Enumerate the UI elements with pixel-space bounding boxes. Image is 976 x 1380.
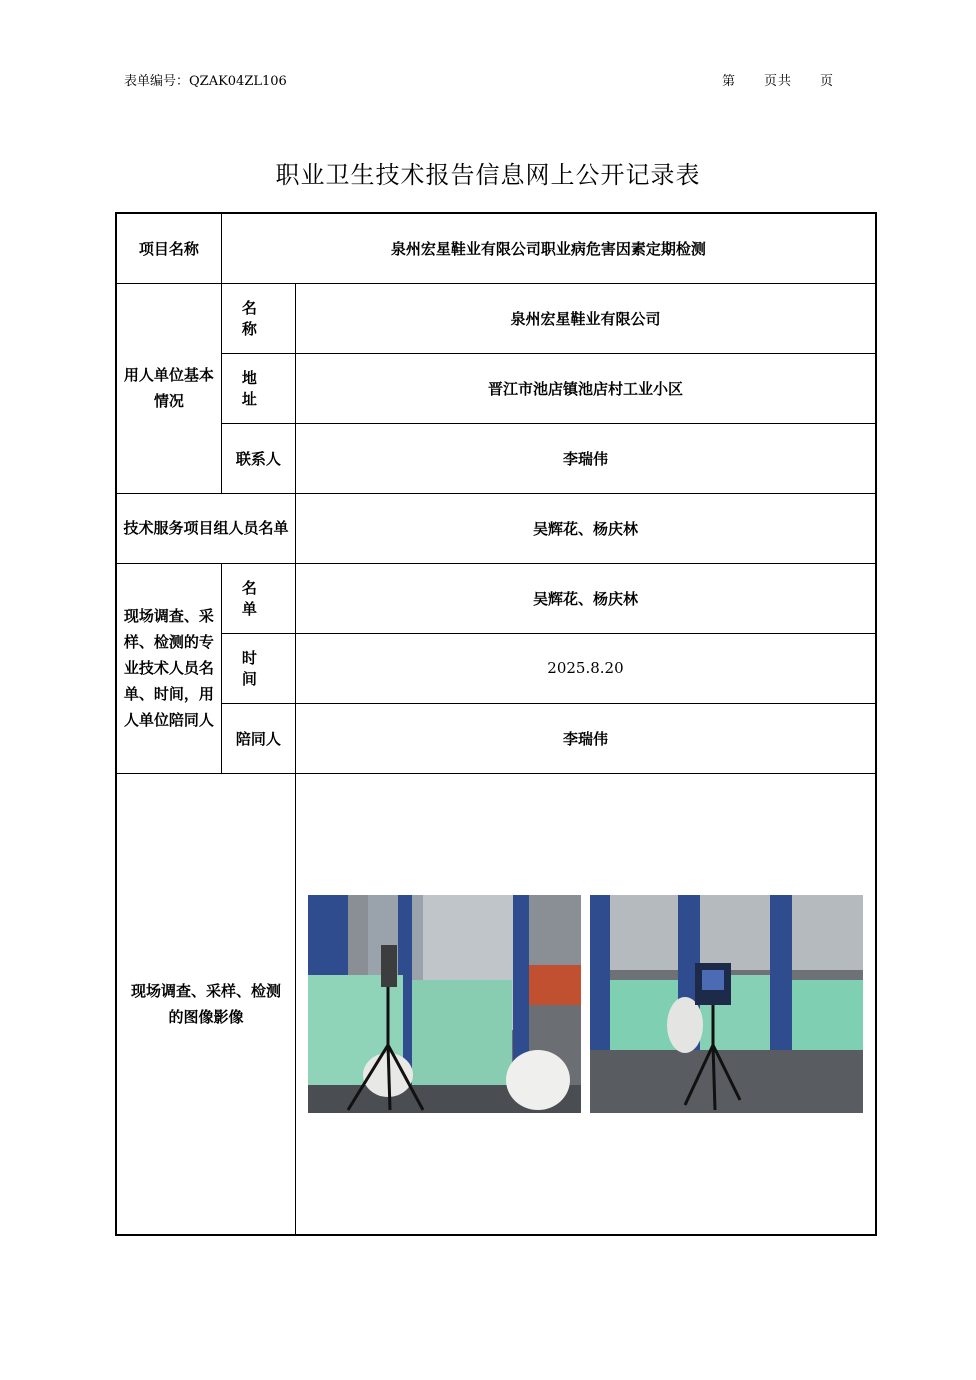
employer-address-value: 晋江市池店镇池店村工业小区 [295,353,876,423]
field-names-value: 吴辉花、杨庆林 [295,563,876,633]
field-time-label: 时 间 [221,633,295,703]
employer-name-value: 泉州宏星鞋业有限公司 [295,283,876,353]
site-photo-2 [590,895,863,1113]
field-time-value: 2025.8.20 [295,633,876,703]
team-list-value: 吴辉花、杨庆林 [295,493,876,563]
field-staff-label: 现场调查、采样、检测的专业技术人员名单、时间，用人单位陪同人 [116,563,221,773]
field-names-label: 名 单 [221,563,295,633]
images-label: 现场调查、采样、检测的图像影像 [116,773,295,1235]
field-escort-value: 李瑞伟 [295,703,876,773]
employer-contact-value: 李瑞伟 [295,423,876,493]
site-photo-1 [308,895,581,1113]
employer-info-label-text: 用人单位基本情况 [123,366,214,410]
page-title: 职业卫生技术报告信息网上公开记录表 [275,161,701,189]
employer-name-label: 名 称 [221,283,295,353]
form-number: 表单编号：QZAK04ZL106 [124,74,287,89]
team-list-label: 技术服务项目组人员名单 [116,493,295,563]
images-cell [295,773,876,1235]
page-counter [716,70,834,89]
employer-contact-label: 联系人 [221,423,295,493]
page-label-3: 页 [819,74,834,89]
project-name-value: 泉州宏星鞋业有限公司职业病危害因素定期检测 [221,213,876,283]
employer-info-label [116,283,221,493]
page-label-1: 第 [721,74,736,89]
page-label-2: 页共 [763,74,792,89]
field-escort-label: 陪同人 [221,703,295,773]
employer-address-label: 地 址 [221,353,295,423]
project-name-label: 项目名称 [116,213,221,283]
record-table [115,212,877,1236]
